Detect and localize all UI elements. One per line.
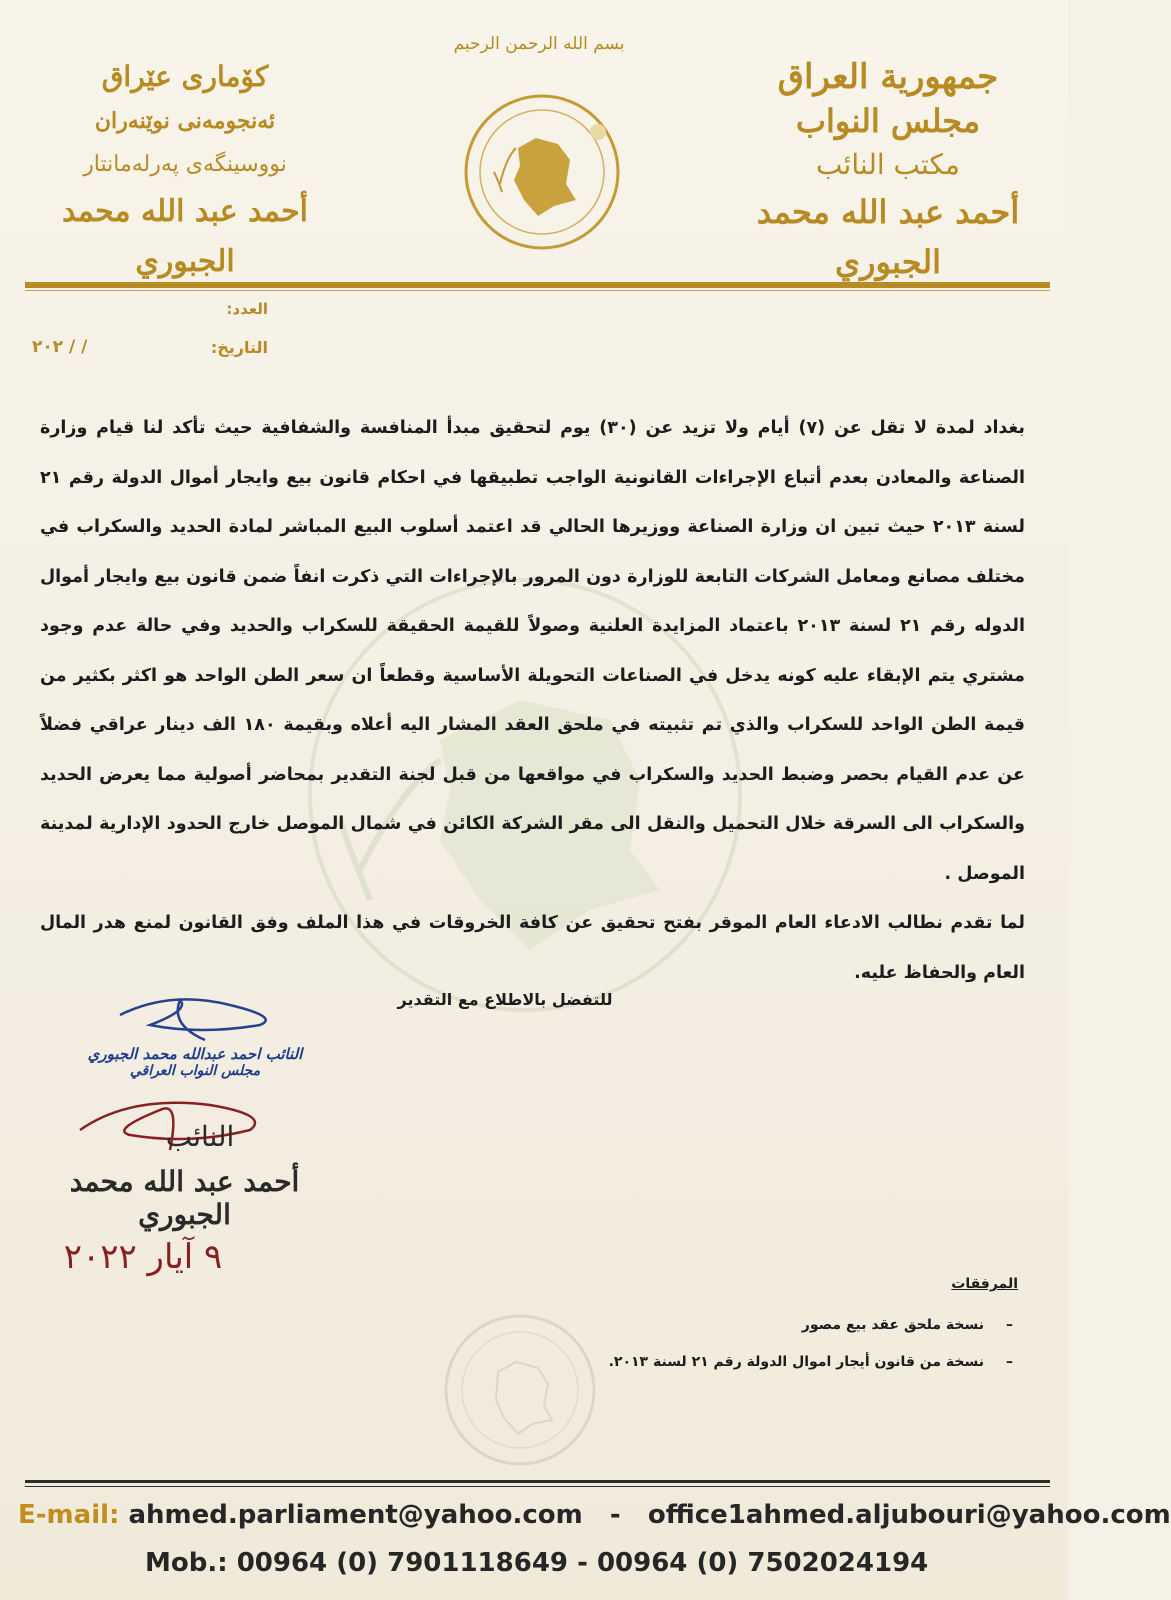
- footer-separator: -: [609, 1500, 621, 1530]
- letter-body: [40, 404, 1025, 998]
- body-paragraph-1: بغداد لمدة لا تقل عن (٧) أيام ولا تزيد عن (٣٠) يوم لتحقيق مبدأ المنافسة والشفافية حيث تأكد لنا قيام وزارة الصناعة والمعادن بعدم أتباع الإجراءات القانونية الواجب تطبيقها في احكام قانون بيع وايجار أموال الدولة رقم ٢١ لسنة ٢٠١٣ حيث تبين ان وزارة الصناعة ووزيرها الحالي قد اعتمد أسلوب البيع المباشر لمادة الحديد والسكراب في مختلف مصانع ومعامل الشركات التابعة للوزارة دون المرور بالإجراءات التي ذكرت انفاً ضمن قانون بيع وايجار أموال الدوله رقم ٢١ لسنة ٢٠١٣ باعتماد المزايدة العلنية وصولاً للقيمة الحقيقة للسكراب والحديد وفي حالة عدم وجود مشتري يتم الإبقاء عليه كونه يدخل في الصناعات التحويلة الأساسية وقطعاً ان سعر الطن الواحد هو اكثر بكثير من قيمة الطن الواحد للسكراب والذي تم تثبيته في ملحق العقد المشار اليه أعلاه وبقيمة ١٨٠ الف دينار عراقي فضلاً عن عدم القيام بحصر وضبط الحديد والسكراب في مواقعها من قبل لجنة التقدير بمحاضر أصولية مما يعرض الحديد والسكراب الى السرقة خلال التحميل والنقل الى مقر الشركة الكائن في شمال الموصل خارج الحدود الإدارية لمدينة الموصل .: [40, 418, 1025, 884]
- official-stamp: [80, 1045, 310, 1079]
- stamp-line-name: النائب احمد عبدالله محمد الجبوري: [87, 1045, 303, 1063]
- email-primary[interactable]: ahmed.parliament@yahoo.com: [128, 1500, 583, 1530]
- letterhead-country: جمهورية العراق: [777, 57, 999, 97]
- footer-email-line: [18, 1500, 1171, 1530]
- footer-divider-thin: [25, 1486, 1050, 1487]
- email-secondary[interactable]: office1ahmed.aljubouri@yahoo.com: [647, 1500, 1171, 1530]
- attachments-list: [609, 1307, 1013, 1381]
- letterhead-council-ku: ئەنجومەنی نوێنەران: [94, 108, 276, 134]
- mobile-label: Mob.:: [145, 1548, 228, 1578]
- embossed-seal-icon: [440, 1310, 600, 1470]
- letterhead-office-ku: نووسینگەی پەرلەمانتار: [83, 152, 287, 177]
- parliament-emblem-icon: [458, 88, 626, 256]
- letterhead-kurdish: [45, 55, 325, 287]
- stamp-line-council: مجلس النواب العراقي: [129, 1063, 261, 1079]
- phone-primary[interactable]: 00964 (0) 7901118649: [236, 1548, 569, 1578]
- letterhead-country-ku: کۆماری عێراق: [101, 60, 269, 93]
- header-divider-thin: [25, 290, 1050, 291]
- reference-number-label: العدد:: [226, 300, 268, 318]
- signatory-name: أحمد عبد الله محمد الجبوري: [69, 1165, 300, 1231]
- footer-phone-line: [145, 1548, 945, 1578]
- footer-divider: [25, 1480, 1050, 1483]
- email-label: E-mail:: [18, 1500, 120, 1530]
- footer-separator: -: [577, 1548, 588, 1578]
- handwritten-date: ٩ آيار ٢٠٢٢: [63, 1237, 223, 1277]
- attachment-item: – نسخة ملحق عقد بيع مصور: [609, 1307, 1013, 1344]
- attachments-title: المرفقات: [951, 1276, 1018, 1292]
- date-value: ٢٠٢ / /: [32, 337, 88, 357]
- date-label: التاريخ:: [210, 338, 268, 357]
- header-divider: [25, 282, 1050, 288]
- letterhead-member-name: أحمد عبد الله محمد الجبوري: [756, 193, 1020, 281]
- signatory-title: النائب: [165, 1120, 235, 1153]
- body-paragraph-2: لما تقدم نطالب الادعاء العام الموقر بفتح تحقيق عن كافة الخروقات في هذا الملف وفق القانون لمنع هدر المال العام والحفاظ عليه.: [40, 913, 1025, 983]
- attachment-item: – نسخة من قانون أيجار اموال الدولة رقم ٢١ لسنة ٢٠١٣.: [609, 1344, 1013, 1381]
- letterhead-arabic: [738, 55, 1038, 287]
- phone-secondary[interactable]: 00964 (0) 7502024194: [596, 1548, 929, 1578]
- letterhead-member-name-ku: أحمد عبد الله محمد الجبوري: [61, 194, 309, 279]
- letterhead-council: مجلس النواب: [795, 102, 981, 140]
- basmala: بسم الله الرحمن الرحيم: [453, 34, 625, 54]
- closing-line: للتفضل بالاطلاع مع التقدير: [397, 990, 613, 1009]
- letterhead-office: مكتب النائب: [816, 148, 960, 181]
